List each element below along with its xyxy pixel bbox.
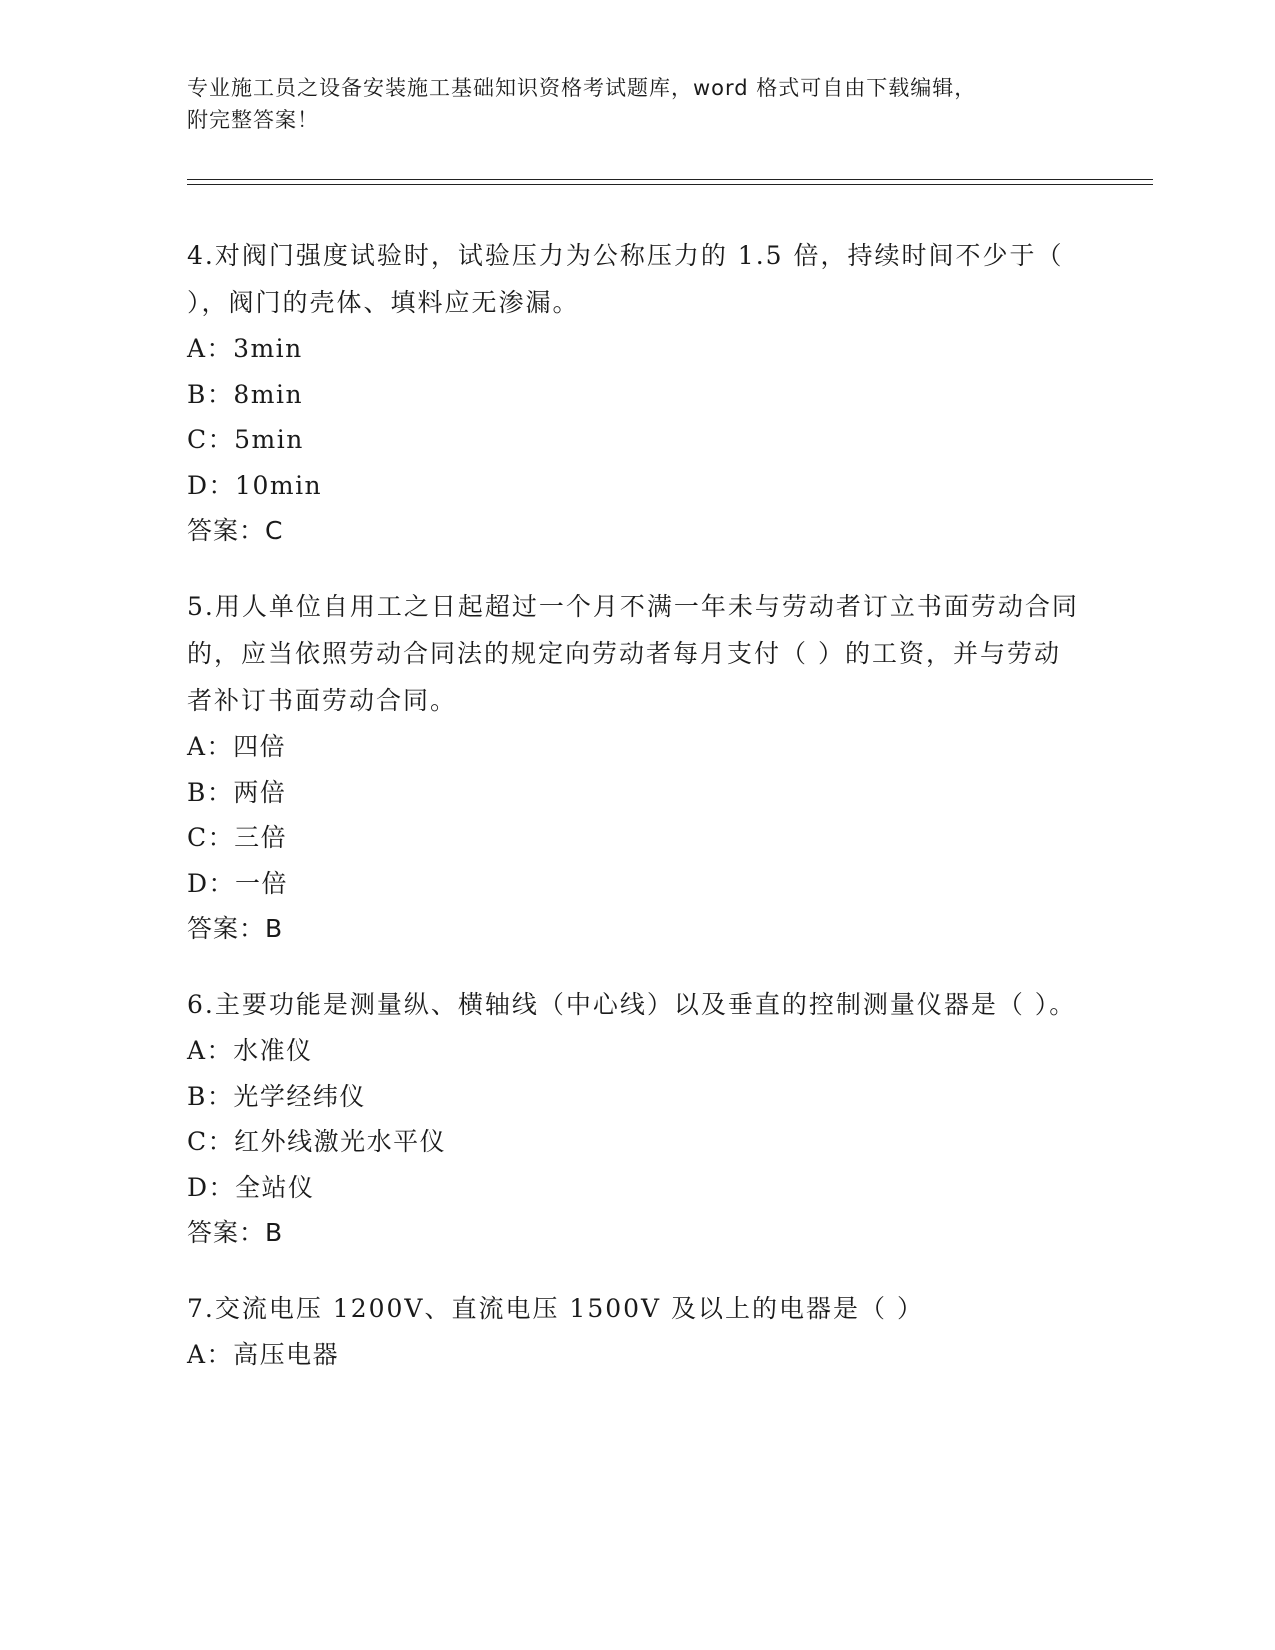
header-line-1: 专业施工员之设备安装施工基础知识资格考试题库，word 格式可自由下载编辑， (187, 76, 977, 100)
option-letter: A： (187, 1036, 234, 1065)
option-letter: B： (187, 777, 234, 807)
question-5 (187, 583, 1087, 951)
question-7 (187, 1285, 1087, 1378)
option-text: 四倍 (233, 732, 287, 761)
option-text: 10min (235, 470, 323, 500)
header-divider (187, 179, 1153, 185)
option-text: 3min (233, 334, 303, 363)
header-line-2: 附完整答案！ (187, 108, 319, 132)
answer-line: 答案：C (187, 516, 284, 545)
option-a (187, 326, 1087, 372)
option-letter: A： (187, 732, 234, 761)
option-letter: A： (187, 334, 234, 363)
option-text: 5min (234, 425, 304, 454)
option-letter: C： (187, 425, 235, 454)
document-header (187, 72, 1067, 136)
question-text: 5.用人单位自用工之日起超过一个月不满一年未与劳动者订立书面劳动合同的，应当依照劳动合同法的规定向劳动者每月支付（ ）的工资，并与劳动者补订书面劳动合同。 (187, 592, 1079, 715)
option-text: 水准仪 (233, 1036, 313, 1065)
answer-line: 答案：B (187, 914, 284, 943)
option-text: 一倍 (235, 868, 289, 898)
answer-line: 答案：B (187, 1218, 284, 1247)
question-text: 7.交流电压 1200V、直流电压 1500V 及以上的电器是（ ） (187, 1294, 924, 1323)
option-text: 两倍 (233, 777, 287, 807)
option-d (187, 1165, 1087, 1211)
option-letter: B： (187, 1081, 234, 1111)
option-text: 光学经纬仪 (233, 1081, 366, 1111)
option-a (187, 1332, 1087, 1378)
question-4 (187, 232, 1087, 553)
question-text: 6.主要功能是测量纵、横轴线（中心线）以及垂直的控制测量仪器是（ ）。 (187, 990, 1077, 1019)
option-c (187, 1119, 1087, 1165)
option-letter: D： (187, 1172, 236, 1202)
option-a (187, 724, 1087, 770)
option-a (187, 1028, 1087, 1074)
option-letter: D： (187, 470, 236, 500)
option-b (187, 372, 1087, 418)
option-b (187, 770, 1087, 816)
option-letter: A： (187, 1340, 234, 1369)
option-text: 红外线激光水平仪 (234, 1127, 447, 1156)
option-c (187, 815, 1087, 861)
option-b (187, 1074, 1087, 1120)
question-6 (187, 981, 1087, 1255)
question-list (187, 232, 1087, 1408)
option-text: 高压电器 (233, 1340, 340, 1369)
option-d (187, 463, 1087, 509)
option-letter: D： (187, 868, 236, 898)
option-c (187, 417, 1087, 463)
option-d (187, 861, 1087, 907)
option-text: 全站仪 (235, 1172, 315, 1202)
option-letter: B： (187, 379, 234, 409)
question-text: 4.对阀门强度试验时，试验压力为公称压力的 1.5 倍，持续时间不少于（ ），阀门的壳体、填料应无渗漏。 (187, 241, 1064, 317)
option-text: 8min (233, 379, 304, 409)
option-letter: C： (187, 823, 235, 852)
option-text: 三倍 (234, 823, 288, 852)
option-letter: C： (187, 1127, 235, 1156)
